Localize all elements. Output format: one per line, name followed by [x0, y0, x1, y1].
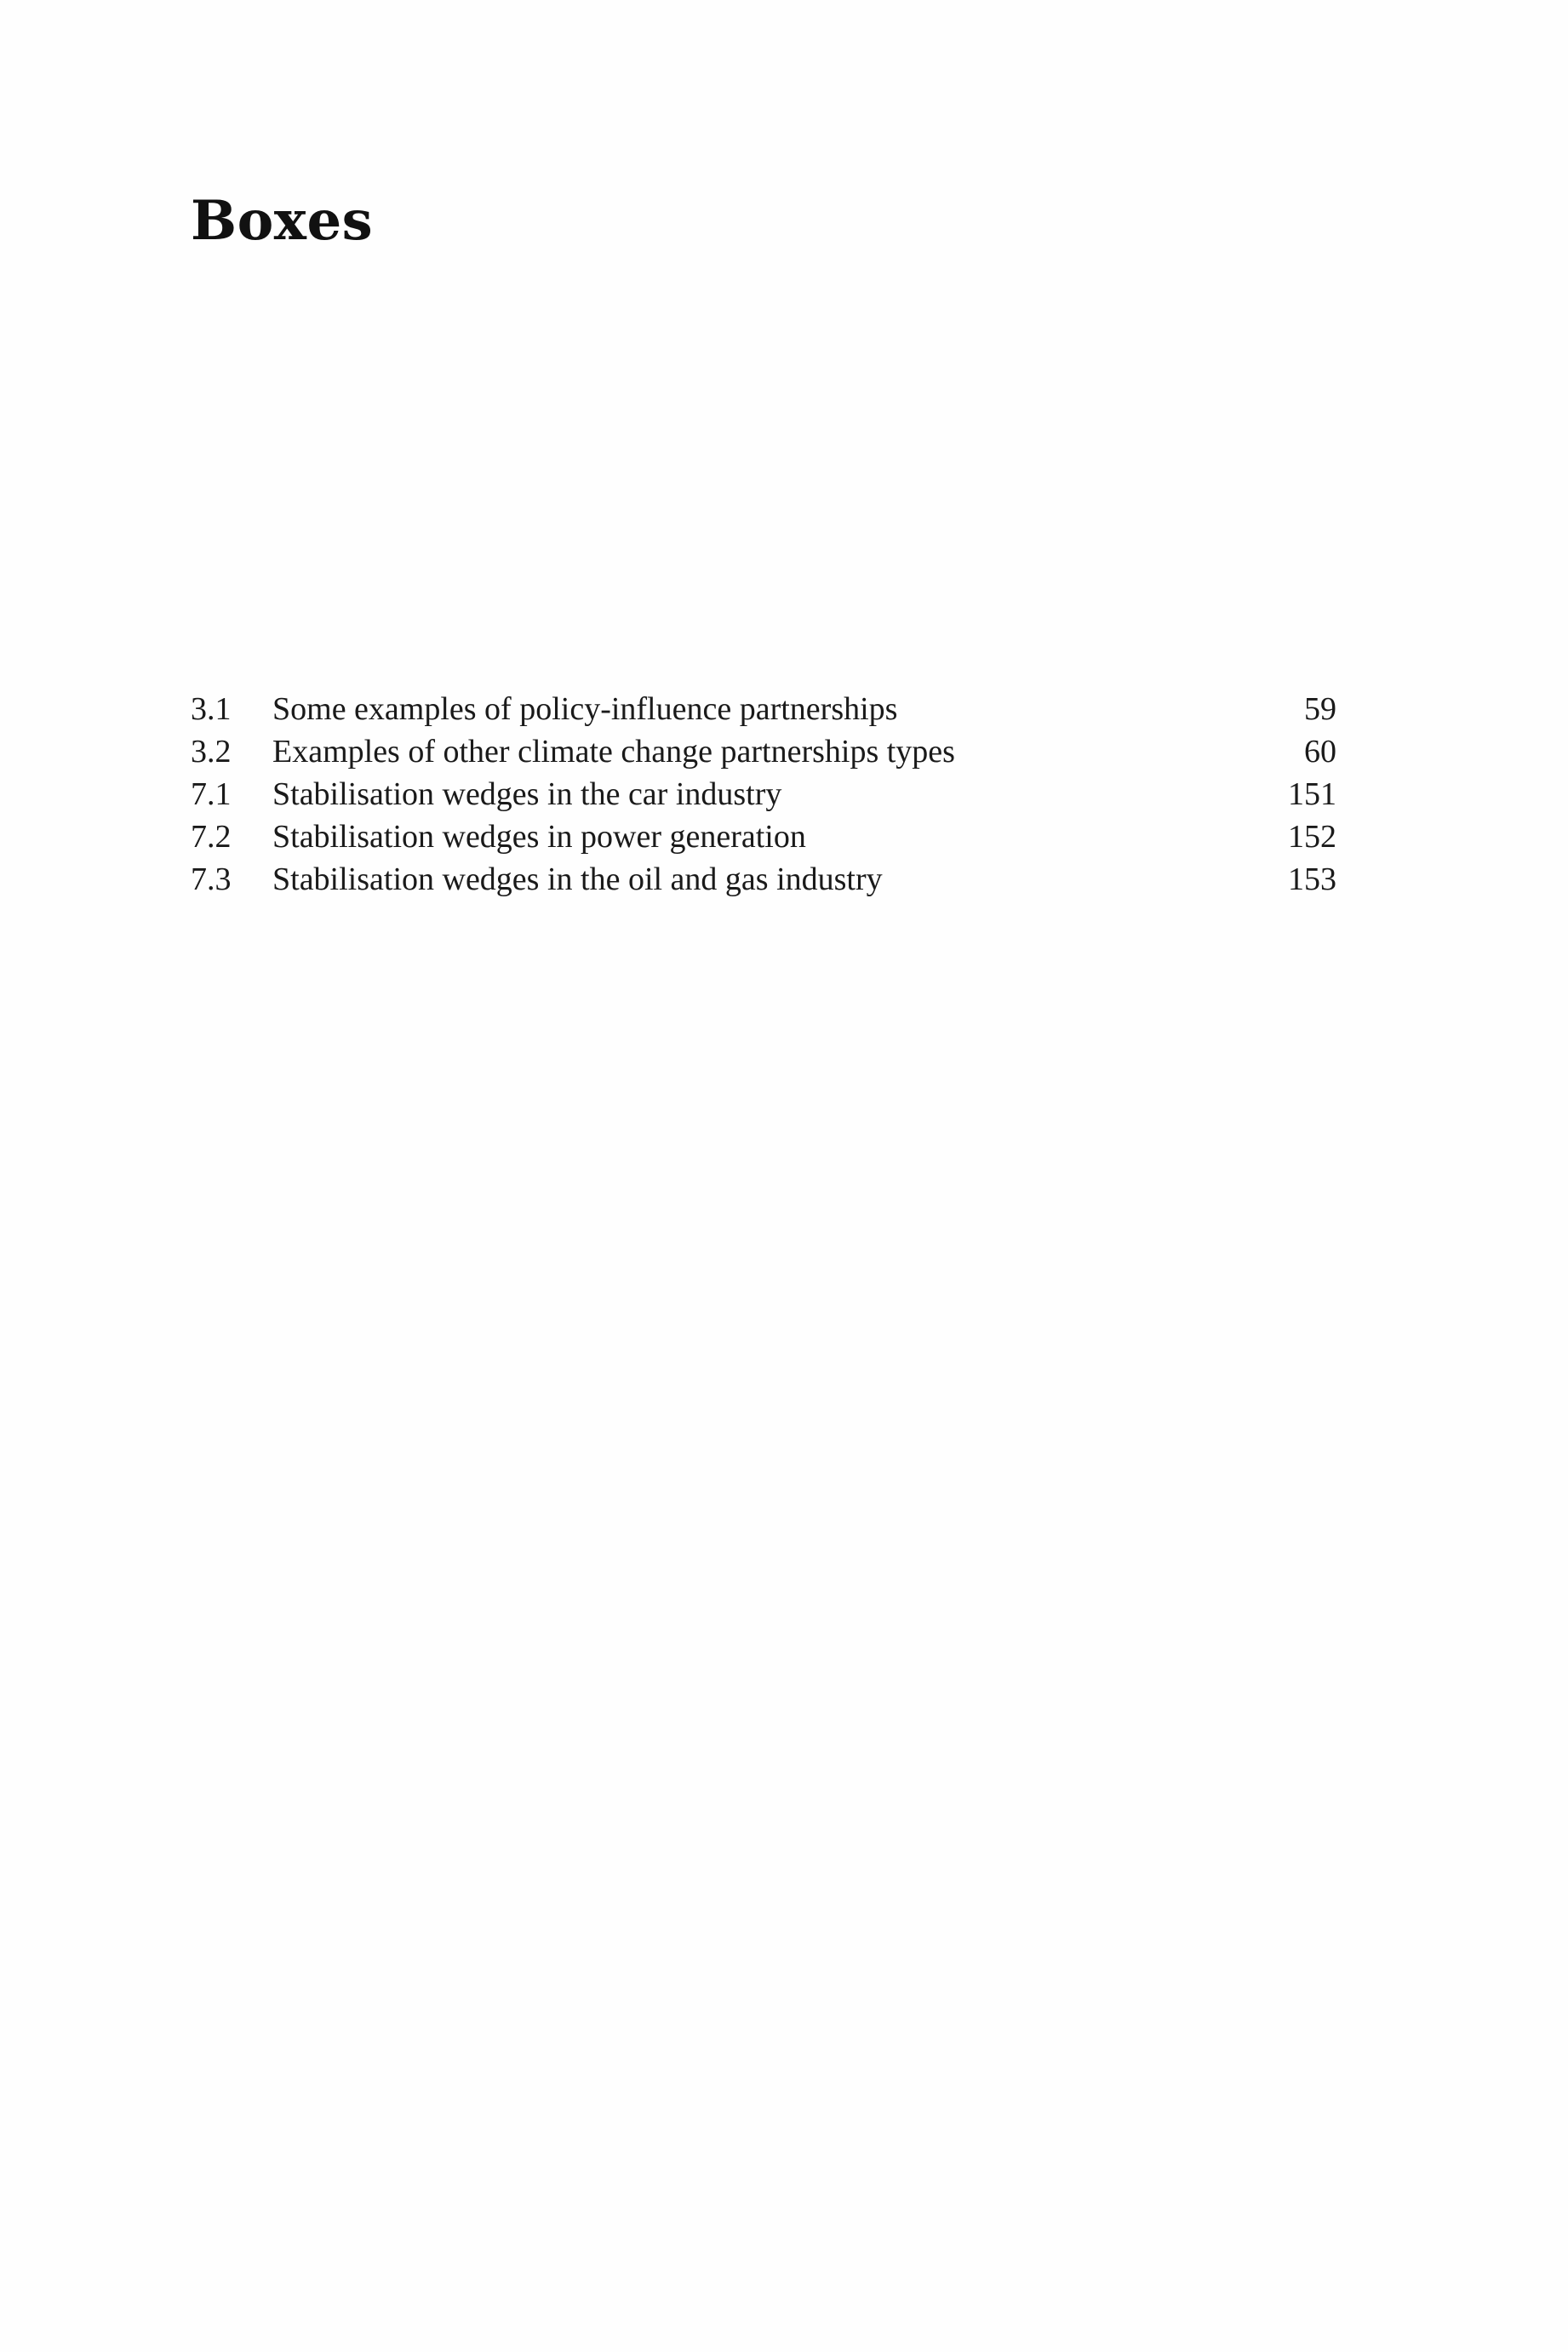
box-title: Stabilisation wedges in power generation [272, 819, 806, 855]
box-number: 3.1 [191, 691, 232, 727]
box-number: 7.3 [191, 861, 232, 897]
list-item [191, 688, 1336, 730]
page-title: Boxes [191, 189, 374, 253]
list-item [191, 815, 1336, 858]
box-number: 7.2 [191, 819, 232, 855]
page-number: 59 [1304, 691, 1336, 727]
list-of-boxes [191, 688, 1336, 901]
list-item [191, 773, 1336, 815]
list-item [191, 858, 1336, 901]
box-title: Stabilisation wedges in the oil and gas industry [272, 861, 883, 897]
page-number: 60 [1304, 734, 1336, 770]
box-number: 3.2 [191, 734, 232, 770]
box-title: Examples of other climate change partnerships types [272, 734, 955, 770]
list-item [191, 730, 1336, 773]
page-number: 152 [1288, 819, 1336, 855]
box-number: 7.1 [191, 776, 232, 812]
page-number: 151 [1288, 776, 1336, 812]
page-number: 153 [1288, 861, 1336, 897]
box-title: Some examples of policy-influence partnerships [272, 691, 898, 727]
box-title: Stabilisation wedges in the car industry [272, 776, 782, 812]
